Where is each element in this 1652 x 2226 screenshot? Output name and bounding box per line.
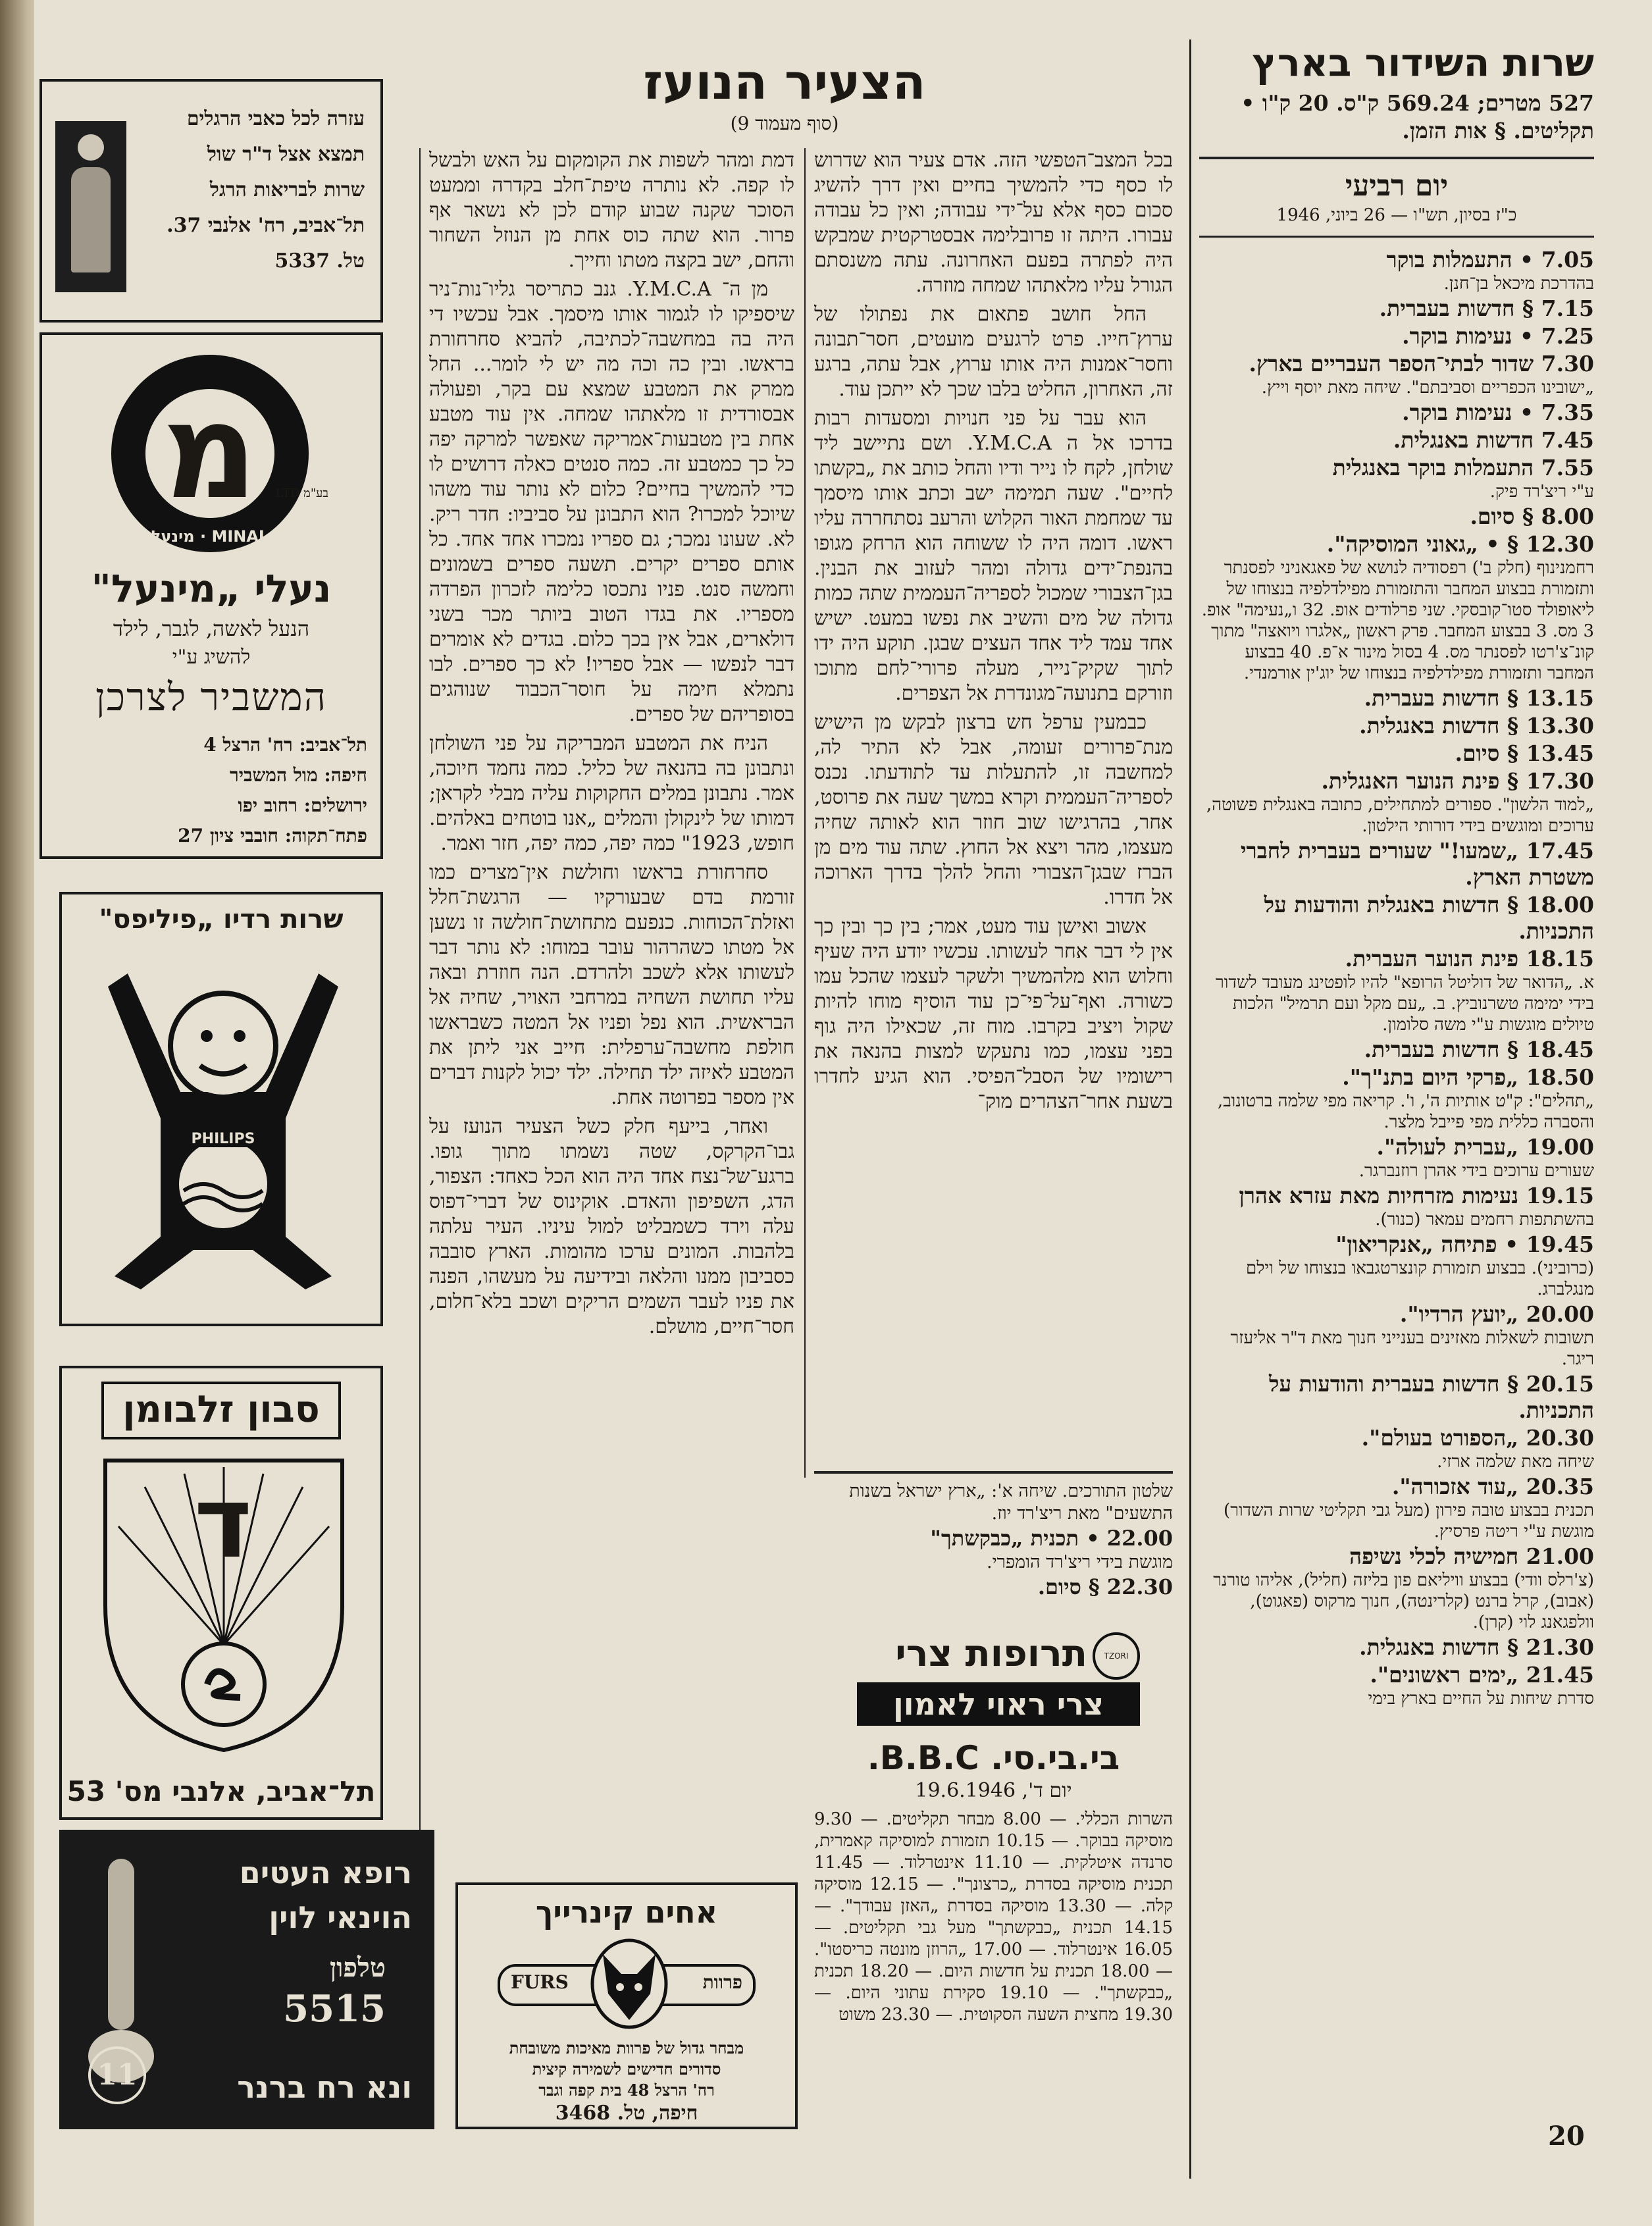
- article-paragraph: מן ה־ Y.M.C.A. גנב כתריסר גליו־נות־ניר שיספיקו לו לגמור אותו מיסמך. אבל עכשיו די היה בה במחשבה־לכתיבה, להביא סחרחורת בראשו. ובין כה וכה מה יש לי לומר... החל ממרק את המטבע שמצא עם בקר, ופעולה אבסורדית זו מלאתהו שמחה. אין עוד מטבע אחת בין מטבעות־אמריקה שאפשר למרקה יפה כל כך כמטבע זה. כמה סנטים כאלה דרושים לו כדי להמשיך בחיים? כלום לא נותר עוד משהו שיוכל למכרו? הוא התבונן על סביביו: חדר ריק. לא. שעונו נמכר; גם ספריו נמכרו אחד אחד. כל אותם ספרים יקרים. תשעה ספרים בשמונים וחמשה סנט. פניו נתכסו כלימה לזכרון הפרדה מספריו. את בגדו הטוב ביותר מכר בשני דולארים, אבל אין בכך כלום. בגדים לא אומרים דבר לנפשו — אבל ספריו! לא כך ספרים. לבו נתמלא חימה על חוסר־הכבוד שנוהגים בסופריהם של ספרים.: [429, 278, 794, 726]
- minal-sub: הנעל לאשה, לגבר, לילד: [113, 616, 310, 641]
- schedule-item: 17.30 § פינת הנוער האנגלית.: [1321, 768, 1594, 794]
- minal-address: חיפה: מול המשביר: [229, 764, 367, 786]
- schedule-note: בהשתתפות רחמים עמאר (כנור).: [1375, 1210, 1594, 1229]
- schedule-item: 7.35 • נעימות בוקר.: [1402, 400, 1594, 425]
- minal-logo-letter: מ: [162, 375, 258, 529]
- soap-footer: תל־אביב, אלנבי מס' 53: [66, 1775, 376, 1807]
- article-column-1: [814, 148, 1173, 1464]
- schedule-item: 20.35 „עוד אזכורה".: [1391, 1474, 1594, 1499]
- article-paragraph: דמת ומהר לשפות את הקומקום על האש ולבשל לו קפה. לא נותרה טיפת־חלב בקדרה וממעט הסוכר שקנה שבוע קודם לכן לא נשאר אף פרור. הוא שתה כוס אחת מן הנוזל השחור והחם, ישב בקצה מטתו וחייך.: [429, 149, 794, 272]
- page-number: 20: [1548, 2121, 1585, 2152]
- bbc-date: יום ד', 19.6.1946: [915, 1779, 1072, 1802]
- schedule-item: 18.45 § חדשות בעברית.: [1364, 1037, 1594, 1062]
- bbc-title: בי.בי.סי. B.B.C.: [867, 1739, 1120, 1777]
- article-paragraph: בכל המצב־הטפשי הזה. אדם צעיר הוא שדרוש לו כסף כדי להמשיך בחיים ואין דרך להשיג סכום כסף אלא על־ידי עבודה; ואין כל עבודה עבורו. היתה זו פרובלימה אבסטרקטית שמבקש היה לפתרה בפעם האחרונה. עתה משנסתם הגורל עליו מלאתהו שמחה מוזרה.: [814, 149, 1173, 297]
- dental-line: רופא העטים: [239, 1855, 412, 1890]
- schedule-note: תשובות לשאלות מאזינים בענייני חנוך מאת ד"ר אליעזר ריגר.: [1230, 1328, 1594, 1369]
- pen-image: [88, 1859, 154, 2076]
- day-date: כ"ז בסיון, תש"ו — 26 ביוני, 1946: [1276, 205, 1517, 225]
- minal-logo-small: בע"מ LTD: [275, 486, 328, 500]
- schedule-item: 7.55 התעמלות בוקר באנגלית: [1332, 455, 1594, 480]
- soap-letter: ד: [194, 1466, 253, 1580]
- schedule-note: „ישובינו הכפריים וסביבתם". שיחה מאת יוסף וייץ.: [1261, 378, 1594, 398]
- article-paragraph: אשוב ואישן עוד מעט, אמר; בין כך ובין כך אין לי דבר אחר לעשותו. עכשיו יודע היה שעיף וחלוש הוא מלהמשיך ולשקר לעצמו שהכל עמו כשורה. ואף־על־פי־כן עוד הוסיף מוחו להיות שקול ויציב בקרבו. מוח זה, שכאילו היה גוף בפני עצמו, כמו נתעקש למצות בהנאה את רישומיו של הסבל־הפיסי. הוא הגיע לחדרו בשעת אחר־הצהרים מוק־: [814, 915, 1173, 1113]
- minal-address: פתח־תקוה: חובבי ציון 27: [178, 825, 367, 846]
- day-heading: יום רביעי: [1345, 169, 1449, 203]
- ad-line: עזרה לכל כאבי הרגלים: [186, 107, 365, 130]
- newspaper-page: [34, 0, 1652, 2226]
- schedule-item: 18.15 פינת הנוער העברית.: [1345, 946, 1594, 971]
- schedule-note: בהדרכת מיכאל בן־חנן.: [1443, 274, 1594, 294]
- schedule-item: 19.15 נעימות מזרחיות מאת עזרא אהרן: [1239, 1183, 1594, 1208]
- bbc-body: השרות הכללי. — 8.00 מבחר תקליטים. — 9.30 מוסיקה בבוקר. — 10.15 תזמורת למוסיקה קאמרית, סרנדה איטלקית. — 11.10 אינטרלוד. — 11.45 תכנית מוסיקה בסדרת „כרצונך". — 12.15 מוסיקה קלה. — 13.30 מוסיקה בסדרת „האזן עבודך". — 14.15 תכנית „כבקשתך" מעל גבי תקליטים. — 16.05 אינטרלוד. — 17.00 „הרוזן מונטה כריסטו". — 18.00 תכנית על חדשות היום. — 18.20 תכנית „כבקשתך". — 19.10 סקירת עתוני היום. — 19.30 מחצית השעה הסקוטית. — 23.30 משוט: [814, 1809, 1173, 2025]
- schedule-note: ע"י ריצ'רד פיק.: [1489, 482, 1594, 502]
- minal-address: תל־אביב: רח' הרצל 4: [203, 734, 367, 756]
- fox-icon: [590, 1938, 669, 2030]
- article-column-2: [429, 148, 794, 1945]
- schedule-note: שעורים ערוכים בידי אהרן רוזנברגר.: [1358, 1161, 1594, 1181]
- schedule-note: „תהלים": ק"ט אותיות ה', ו'. קריאה מפי שלמה ברטונוב, והסברה כללית מפי פייבל מלצר.: [1217, 1091, 1594, 1132]
- schedule-item: 18.50 „פרקי היום בתנ"ך".: [1342, 1064, 1594, 1090]
- radio-box-line: 22.30 § סיום.: [1037, 1574, 1173, 1599]
- schedule-item: 20.00 „יועץ הרדיו".: [1399, 1301, 1594, 1327]
- furs-line: סדורים חדישים לשמירה קיצית: [532, 2059, 721, 2079]
- rule: [1199, 236, 1594, 238]
- minal-logo: [111, 355, 328, 552]
- statue-image: [55, 121, 126, 292]
- dental-line: ונא רח ברנר: [237, 2069, 412, 2105]
- furs-title: אחים קינרייך: [535, 1894, 718, 1930]
- column-divider: [1189, 39, 1191, 2179]
- tzori-subtitle: צרי ראוי לאמון: [857, 1682, 1140, 1726]
- radio-continuation-box: [814, 1471, 1173, 1632]
- article-title: הצעיר הנועז: [643, 54, 926, 111]
- philips-radio-ad: [59, 892, 383, 1326]
- furs-badge: FURS: [511, 1971, 569, 1993]
- schedule-item: 7.30 שדור לבתי־הספר העבריים בארץ.: [1249, 351, 1594, 376]
- radio-box-line: 22.00 • תכנית „כבקשתך": [930, 1526, 1173, 1551]
- schedule-item: 13.45 § סיום.: [1455, 740, 1594, 766]
- dental-line: הוינאי לוין: [269, 1900, 412, 1935]
- minal-main: המשביר לצרכן: [95, 675, 328, 719]
- ad-line: תל־אביב, רח' אלנבי 37.: [167, 214, 365, 237]
- schedule-item: 13.30 § חדשות באנגלית.: [1359, 713, 1594, 738]
- schedule-item: 7.05 • התעמלות בוקר: [1386, 247, 1594, 272]
- minal-address: ירושלים: רחוב יפו: [238, 794, 367, 816]
- schedule-note: (צ'רלס וודי) בבצוע וויליאם פון בליזה (חליל), אליהו טורנר (אבוב), קרל ברנט (קלרינטה), חנוך מרקוס (פאגוט), וולפגאנג לוי (קרן).: [1213, 1570, 1594, 1632]
- schedule-item: 7.25 • נעימות בוקר.: [1402, 323, 1594, 349]
- radio-box-text: שלטון התורכים. שיחה א': „ארץ ישראל בשנות התשעים" מאת ריצ'רד יוז.: [849, 1481, 1173, 1524]
- ad-line: תמצא אצל ד"ר שול: [207, 143, 365, 166]
- article-paragraph: החל חושב פתאום את נפתולו של ערוץ־חייו. פרט לרגעים מועטים, חסר־תבונה וחסר־אמנות היה אותו ערוץ, אבל עתה, ברגע זה, האחרון, החליט בלבו שכך לא ייתכן עוד.: [814, 303, 1173, 401]
- schedule-note: א. „הדואר של דוליטל הרופא" להיו לופטינג מעובד לשדור בידי ימימה טשרנוביץ. ב. „עם מקל ועם תרמיל" הלכות טיולים מוגשות ע"י משה סלומון.: [1216, 973, 1594, 1035]
- philips-brand: PHILIPS: [191, 1131, 255, 1147]
- schedule-item: 19.00 „עברית לעולה".: [1376, 1134, 1594, 1160]
- article-paragraph: הוא עבר על פני חנויות ומסעדות רבות בדרכו אל ה Y.M.C.A. ושם נתיישב ליד שולחן, לקח לו נייר ודיו והחל כותב את „בקשתו לחיים". שעה תמימה ישב וכתב אותו מיסמך עד שמחמת האור הקלוש והרעב נסתחררה עליו ראשו. דומה היה לו ששוחה הוא הרחק מגופו בהנפת־ידים גדולה ומהר לעזוב את הבנין. בגן־הצבורי שמכול לספריה־העממית שתה כמות גדולה של מים והשיב את נפשו במעט. ישיש אחד עמד ליד אחד העצים שבגן. תוקע היה ידו לתוך שקיק־נייר, מעלה פרורי־לחם מתוכו וזורקם בתנועה־מגונדרת אל הצפרים.: [814, 407, 1173, 705]
- soap-title: סבון זלבומן: [101, 1382, 341, 1439]
- article-header: [396, 53, 1173, 145]
- foot-doctor-ad: [39, 79, 383, 323]
- column-divider: [804, 148, 806, 1478]
- minal-sub2: להשיג ע"י: [172, 646, 251, 669]
- article-paragraph: כבמעין ערפל חש ברצון לבקש מן הישיש מנת־פרורים זעומה, אבל לא התיר לה, למחשבה זו, להתעלות עד לתודעתו. נכנס לספריה־העממית וקרא במשך שעה את פרוסט, אחר, בהרגישו שוב חוזר הוא לאותה שחיה מעצמו, מהר ויצא אל החוץ. שתה עוד מים מן הברז שבגן־הצבורי והחל להלך בדרך הארוכה אל חדרו.: [814, 711, 1173, 909]
- tzori-logo: TZORI: [1093, 1632, 1140, 1680]
- schedule-note: שיחה מאת שלמה ארזי.: [1437, 1452, 1594, 1472]
- furs-emblem: [498, 1938, 756, 2030]
- schedule-note: (כרוביני). בבצוע תזמורת קונצרטגבאו בנצוחו של וילם מנגלברג.: [1246, 1258, 1594, 1299]
- schedule-note: „למוד הלשון". ספורים למתחילים, כתובה באנגלית פשוטה, ערוכים ומוגשים בידי דורותי הילטון.: [1206, 795, 1594, 836]
- ad-line: שרות לבריאות הרגל: [209, 178, 365, 201]
- schedule-item: 12.30 § • „גאוני המוסיקה".: [1326, 531, 1594, 557]
- broadcast-column: [1199, 39, 1594, 2165]
- article-paragraph: ואחר, בייעף חלק כשל הצעיר הנועז על גבו־הקרקס, שטה נשמתו מתוך גופו. ברגע־של־נצח אחד היה הוא הכל כאחד: הצפור, הדג, השפיפון והאדם. אוקינוס של דברי־דפוס עלה וירד כשמבליט למול עיניו. העיר עלתה בלהבות. המונים ערכו מהומות. הארץ סובבה כסביבון ממנו והלאה ובידיעה על מעשהו, הפנה את פניו לעבר השמים הריקים ושכב בלא־חלום, חסר־חיים, מושלם.: [429, 1115, 794, 1338]
- schedule-item: 21.00 חמישיה לכלי נשיפה: [1349, 1543, 1594, 1569]
- broadcast-intro: 527 מטרים; 569.24 ק"ס. 20 ק"ו • תקליטים. § אות הזמן.: [1241, 90, 1594, 143]
- schedule-item: 7.15 § חדשות בעברית.: [1379, 296, 1594, 321]
- furs-line: מבחר גדול של פרוות מאיכות משובחת: [509, 2038, 744, 2058]
- schedule-item: 21.30 § חדשות באנגלית.: [1359, 1634, 1594, 1660]
- schedule-item: 7.45 חדשות באנגלית.: [1393, 427, 1594, 453]
- minal-logo-ring: MINAL · מינעל: [151, 527, 269, 546]
- rule: [1199, 157, 1594, 159]
- dental-number: 11: [88, 2046, 146, 2104]
- furs-line: חיפה, טל. 3468: [555, 2102, 698, 2125]
- minal-title: נעלי „מינעל": [91, 566, 332, 611]
- schedule-item: 20.15 § חדשות בעברית והודעות על התכניות.: [1269, 1371, 1594, 1423]
- furs-ad: [455, 1882, 798, 2129]
- dental-phone: 5515: [283, 1987, 386, 2031]
- schedule-note: תכנית בבצוע טובה פירון (מעל גבי תקליטי שרות השדור) מוגשת ע"י ריטה פרסיץ.: [1224, 1501, 1594, 1541]
- binding-spine: [0, 0, 39, 2226]
- bbc-listing: [814, 1738, 1173, 2106]
- schedule-item: 20.30 „הספורט בעולם".: [1361, 1425, 1594, 1451]
- schedule-item: 17.45 „שמעו!" שעורים בעברית לחברי משטרת הארץ.: [1240, 838, 1594, 890]
- minal-shoes-ad: [39, 332, 383, 859]
- schedule-item: 8.00 § סיום.: [1470, 504, 1594, 529]
- tzori-title: תרופות צרי: [895, 1632, 1087, 1675]
- tzori-ad: [857, 1632, 1140, 1731]
- ad-line: טל. 5337: [274, 249, 365, 272]
- schedule-item: 18.00 § חדשות באנגלית והודעות על התכניות.: [1264, 892, 1594, 944]
- column-divider: [419, 148, 421, 1945]
- radio-box-line: מוגשת בידי ריצ'רד הומפרי.: [987, 1552, 1173, 1572]
- philips-title: שרות רדיו „פיליפס": [99, 904, 344, 935]
- schedule-note: רחמנינוף (חלק ב') רפסודיה לנושא של פאגאניני לפסנתר ותזמורת בבצוע המחבר והתזמורת מפילדלפיה בנצוחו של ליאופולד סטו־קובסקי. שני פרלודים אופ. 32 ו„נעימה" אופ. 3 מס. 3 בבצוע המחבר. פרק ראשון „אלגרו ויואצה" מתוך קונ־צ'רטו לפסנתר מס. 4 בסול מינור א־פ. 40 בבצוע המחבר ותזמורת מפילדלפיה בנצוחו של יוג'ין אורמנדי.: [1201, 558, 1594, 683]
- schedule-note: סדרת שיחות על החיים בארץ בימי: [1368, 1689, 1594, 1709]
- schedule-item: 13.15 § חדשות בעברית.: [1364, 685, 1594, 711]
- article-subtitle: (סוף מעמוד 9): [730, 113, 839, 134]
- soap-ad: [59, 1366, 383, 1820]
- furs-badge-hebrew: פרוות: [702, 1971, 742, 1993]
- schedule-list: [1199, 247, 1594, 1709]
- broadcast-title: שרות השידור בארץ: [1252, 40, 1594, 85]
- furs-line: רח' הרצל 48 בית קפה וגבר: [538, 2081, 715, 2100]
- article-paragraph: הניח את המטבע המבריקה על פני השולחן ונתבונן בה בהנאה של כליל. כמה נחמד חיוכה, אמר. נתבונן במלים החקוקות עליה מבלי לקראן; דמותו של לינקולן והמלים „אנו בוטחים באלהים. חופש, 1923" כמה יפה, כמה יפה, חזר ואמר.: [429, 732, 794, 855]
- dental-line: טלפון: [329, 1952, 386, 1983]
- schedule-item: 21.45 „ימים ראשונים".: [1370, 1662, 1594, 1688]
- dental-ad: [59, 1830, 434, 2129]
- article-paragraph: סחרחורת בראשו וחולשת אין־מצרים כמו זורמת בדם שבעורקיו — הרגשת־חלל ואזלת־הכוחות. כנפעם מתחושת־חולשה זו נשען אל מטתו כשהרהור עובר במוחו: לא נותר דבר לעשותו אלא לשכב ולהרדם. הנה חוזרת ובאה עליו תחושת השחיה במרחבי האויר, שחיה אל הבראשית. הוא נפל ופניו אל המטה כשבראשו חולפת מחשבה־ערפלית: חייב אני ליתן את המטבע לאיזה ילד תחילה. ילד יכול לקנות דברים אין מספר בפרוטה אחת.: [429, 861, 794, 1109]
- schedule-item: 19.45 • פתיחה „אנקריאון": [1335, 1231, 1594, 1257]
